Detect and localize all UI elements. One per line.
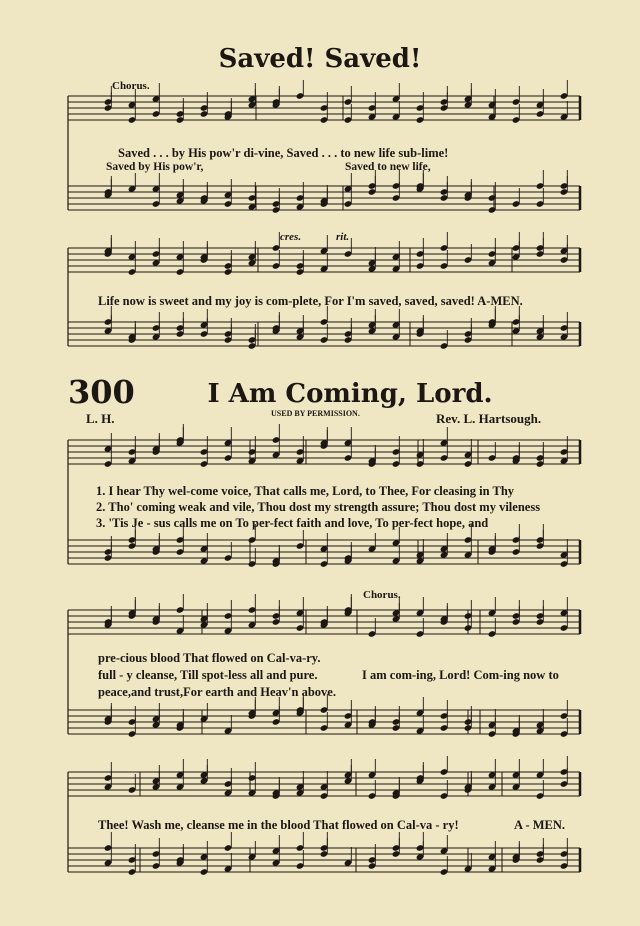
amen: A - MEN.	[514, 818, 566, 832]
author-credit: L. H.	[86, 411, 115, 426]
hymn-title-saved: Saved! Saved!	[218, 44, 422, 74]
chorus-label-1: Chorus.	[112, 80, 150, 92]
lyric-line-1: Saved . . . by His pow'r di-vine, Saved . . . to new life sub-lime!	[118, 146, 449, 160]
continuation-1: pre-cious blood That flowed on Cal-va-ry.	[98, 651, 321, 665]
cres-mark: cres.	[280, 231, 302, 243]
final-line: Thee! Wash me, cleanse me in the blood That flowed on Cal-va - ry!	[98, 818, 459, 832]
verse-3: 3. 'Tis Je - sus calls me on To per-fect faith and love, To per-fect hope, and	[96, 516, 489, 530]
continuation-3: peace,and trust,For earth and Heav'n above.	[98, 685, 336, 699]
composer-credit: Rev. L. Hartsough.	[436, 411, 542, 426]
bass-lyric-a: Saved by His pow'r,	[106, 161, 204, 173]
hymn-title-coming: I Am Coming, Lord.	[207, 379, 493, 409]
verse-2: 2. Tho' coming weak and vile, Thou dost my strength assure; Thou dost my vileness	[96, 500, 541, 514]
chorus-label-2: Chorus.	[363, 589, 401, 601]
chorus-lyric: I am com-ing, Lord! Com-ing now to	[362, 668, 559, 682]
lyric-line-2: Life now is sweet and my joy is com-plete, For I'm saved, saved, saved! A-MEN.	[98, 294, 523, 308]
bass-lyric-b: Saved to new life,	[345, 161, 431, 173]
verse-1: 1. I hear Thy wel-come voice, That calls me, Lord, to Thee, For cleasing in Thy	[96, 484, 515, 498]
hymn-number: 300	[68, 373, 135, 411]
permission-note: USED BY PERMISSION.	[271, 409, 360, 418]
rit-mark: rit.	[336, 231, 350, 243]
continuation-2: full - y cleanse, Till spot-less all and pure.	[98, 668, 318, 682]
